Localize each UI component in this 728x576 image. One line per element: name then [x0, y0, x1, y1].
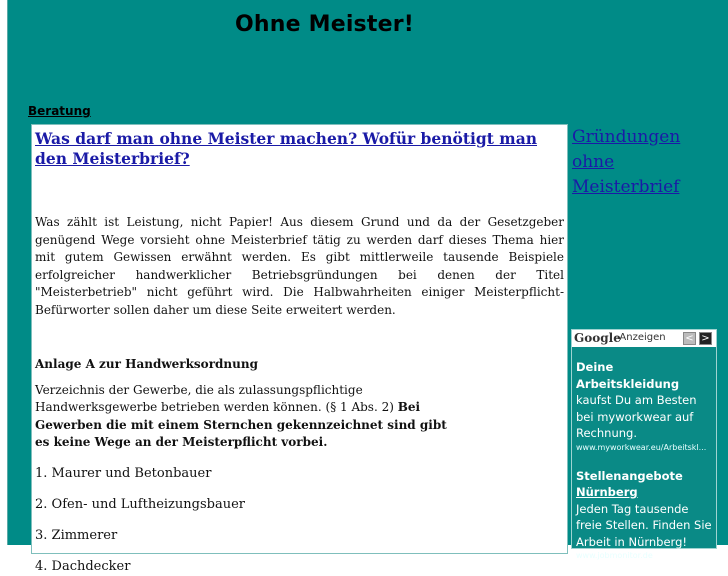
trade-item: 3. Zimmerer: [35, 527, 118, 543]
ad-title[interactable]: Deine Arbeitskleidung: [576, 360, 680, 391]
main-heading-link[interactable]: Was darf man ohne Meister machen? Wofür benötigt man den Meisterbrief?: [35, 129, 538, 168]
trade-item: 1. Maurer und Betonbauer: [35, 465, 212, 481]
verz-bold-1: Bei: [397, 400, 421, 414]
verz-bold-2: Gewerben die mit einem Sternchen gekennzeichnet sind gibt: [35, 417, 447, 432]
anlage-heading: Anlage A zur Handwerksordnung: [35, 357, 258, 371]
ads-label: -Anzeigen: [616, 332, 666, 343]
main-content: [31, 124, 568, 574]
google-logo: Google: [574, 331, 621, 345]
verz-bold-3: es keine Wege an der Meisterpflicht vorbei.: [35, 435, 328, 449]
ad-title[interactable]: Stellenangebote: [576, 468, 683, 483]
ad-text: Jeden Tag tausende freie Stellen. Finden Sie Arbeit in Nürnberg!: [576, 501, 712, 549]
ad-item[interactable]: [572, 359, 716, 454]
google-ads-box: [571, 329, 717, 560]
site-title: Ohne Meister!: [235, 12, 414, 37]
nav-link-beratung[interactable]: Beratung: [28, 104, 91, 118]
ad-url[interactable]: www.myworkwear.eu/Arbeitskl...: [576, 442, 707, 452]
verz-line-1: Verzeichnis der Gewerbe, die als zulassungspflichtige: [35, 382, 363, 397]
ad-url[interactable]: www.jobmonitor.de: [576, 551, 653, 560]
trade-item: 2. Ofen- und Luftheizungsbauer: [35, 496, 245, 512]
ad-text: kaufst Du am Besten bei myworkwear auf Rechnung.: [576, 393, 697, 440]
intro-paragraph: Was zählt ist Leistung, nicht Papier! Aus diesem Grund und da der Gesetzgeber genügend Wege vorsieht ohne Meisterbrief tätig zu werden darf dieses Thema hier mit gutem Gewissen erwähnt werden. Es gibt mittlerweile tausende Beispiele erfolgreicher handwerklicher Betriebsgründungen bei denen der Titel "Meisterbetrieb" nicht geführt wird. Die Halbwahrheiten einiger Meisterpflicht-Befürworter sollen daher um diese Seite erweitert werden.: [35, 215, 564, 317]
ad-title-link[interactable]: Nürnberg: [576, 485, 638, 499]
verz-line-2: Handwerksgewerbe betrieben werden können. (§ 1 Abs. 2): [35, 400, 394, 414]
chevron-right-icon[interactable]: >: [699, 332, 712, 345]
sidebar-link-gruendungen[interactable]: Gründungen ohne Meisterbrief: [572, 127, 681, 197]
verzeichnis-paragraph: [35, 382, 564, 452]
trade-item: 4. Dachdecker: [35, 558, 131, 574]
sidebar-link-box: [570, 124, 718, 328]
ad-item[interactable]: [572, 468, 716, 563]
chevron-left-icon[interactable]: <: [683, 332, 696, 345]
ads-header: [572, 330, 716, 347]
